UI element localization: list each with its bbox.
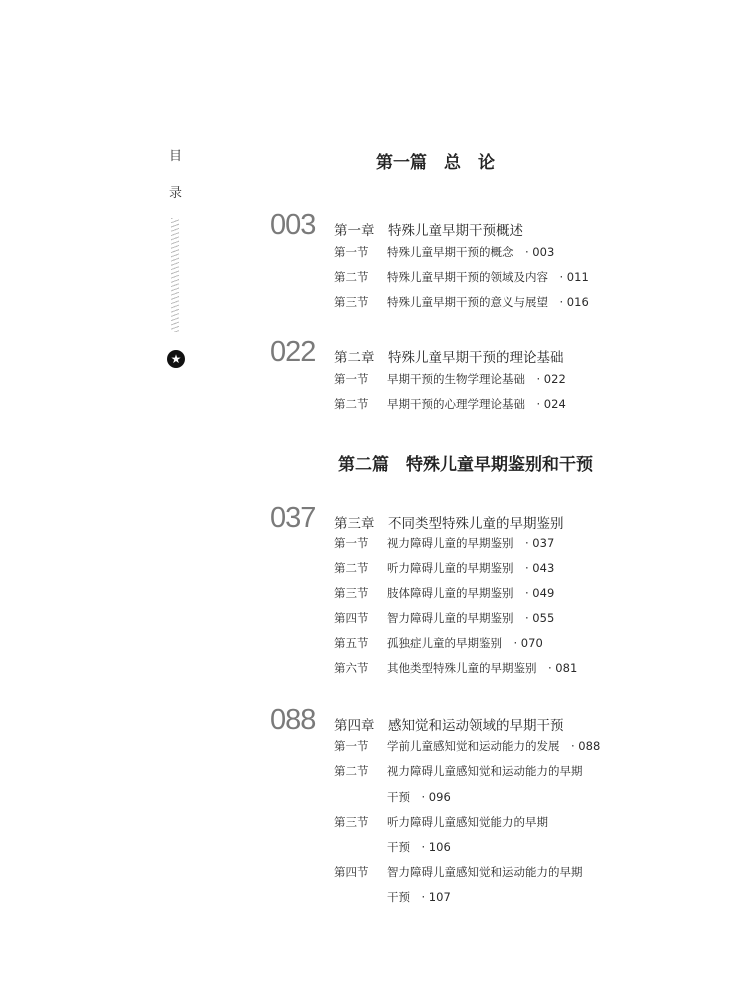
section-label: 第一节 [334,536,369,550]
section-entry[interactable] [334,611,554,625]
section-text: 视力障碍儿童感知觉和运动能力的早期 [387,764,583,778]
section-text: 听力障碍儿童感知觉能力的早期 [387,815,548,829]
section-text: 特殊儿童早期干预的概念 · 003 [387,245,555,259]
section-label: 第一节 [334,739,369,753]
section-text: 视力障碍儿童的早期鉴别 · 037 [387,536,555,550]
chapter-title: 第四章 感知觉和运动领域的早期干预 [334,718,564,734]
section-text: 早期干预的生物学理论基础 · 022 [387,372,566,386]
section-entry[interactable] [334,636,543,650]
part-1-title: 第一篇 总 论 [376,153,495,173]
section-text: 孤独症儿童的早期鉴别 · 070 [387,636,543,650]
section-entry[interactable] [334,561,554,575]
section-label: 第六节 [334,661,369,675]
chapter-page-number: 003 [270,209,316,241]
section-entry[interactable] [334,815,548,829]
chapter-page-number: 022 [270,336,316,368]
section-label: 第二节 [334,397,369,411]
section-label: 第一节 [334,372,369,386]
section-label: 第一节 [334,245,369,259]
section-entry[interactable] [334,586,554,600]
section-label: 第二节 [334,764,369,778]
section-entry[interactable] [334,270,589,284]
section-entry[interactable] [334,661,577,675]
sidebar-label-lu: 录 [169,186,183,201]
section-entry[interactable] [334,372,566,386]
section-text-continued[interactable]: 干预 · 096 [387,790,451,804]
section-text: 智力障碍儿童的早期鉴别 · 055 [387,611,555,625]
section-entry[interactable] [334,865,583,879]
section-text: 智力障碍儿童感知觉和运动能力的早期 [387,865,583,879]
section-entry[interactable] [334,295,589,309]
section-label: 第三节 [334,815,369,829]
section-text-continued[interactable]: 干预 · 107 [387,890,451,904]
section-entry[interactable] [334,397,566,411]
section-label: 第五节 [334,636,369,650]
section-label: 第四节 [334,611,369,625]
chapter-title: 第三章 不同类型特殊儿童的早期鉴别 [334,516,564,532]
section-text: 其他类型特殊儿童的早期鉴别 · 081 [387,661,578,675]
chapter-title: 第二章 特殊儿童早期干预的理论基础 [334,350,564,366]
section-label: 第三节 [334,295,369,309]
section-label: 第三节 [334,586,369,600]
section-text-continued[interactable]: 干预 · 106 [387,840,451,854]
section-text: 特殊儿童早期干预的领域及内容 · 011 [387,270,589,284]
section-entry[interactable] [334,739,600,753]
chapter-page-number: 088 [270,704,316,736]
section-entry[interactable] [334,536,554,550]
chapter-page-number: 037 [270,502,316,534]
section-entry[interactable] [334,245,554,259]
sidebar-label-mu: 目 [169,149,183,164]
section-text: 早期干预的心理学理论基础 · 024 [387,397,566,411]
section-text: 肢体障碍儿童的早期鉴别 · 049 [387,586,555,600]
part-2-title: 第二篇 特殊儿童早期鉴别和干预 [338,455,593,475]
star-icon: ★ [167,350,185,368]
section-text: 听力障碍儿童的早期鉴别 · 043 [387,561,555,575]
section-label: 第四节 [334,865,369,879]
sidebar-dotted-line [171,218,179,332]
chapter-title: 第一章 特殊儿童早期干预概述 [334,223,523,239]
section-text: 学前儿童感知觉和运动能力的发展 · 088 [387,739,601,753]
section-entry[interactable] [334,764,583,778]
section-label: 第二节 [334,270,369,284]
section-text: 特殊儿童早期干预的意义与展望 · 016 [387,295,589,309]
section-label: 第二节 [334,561,369,575]
